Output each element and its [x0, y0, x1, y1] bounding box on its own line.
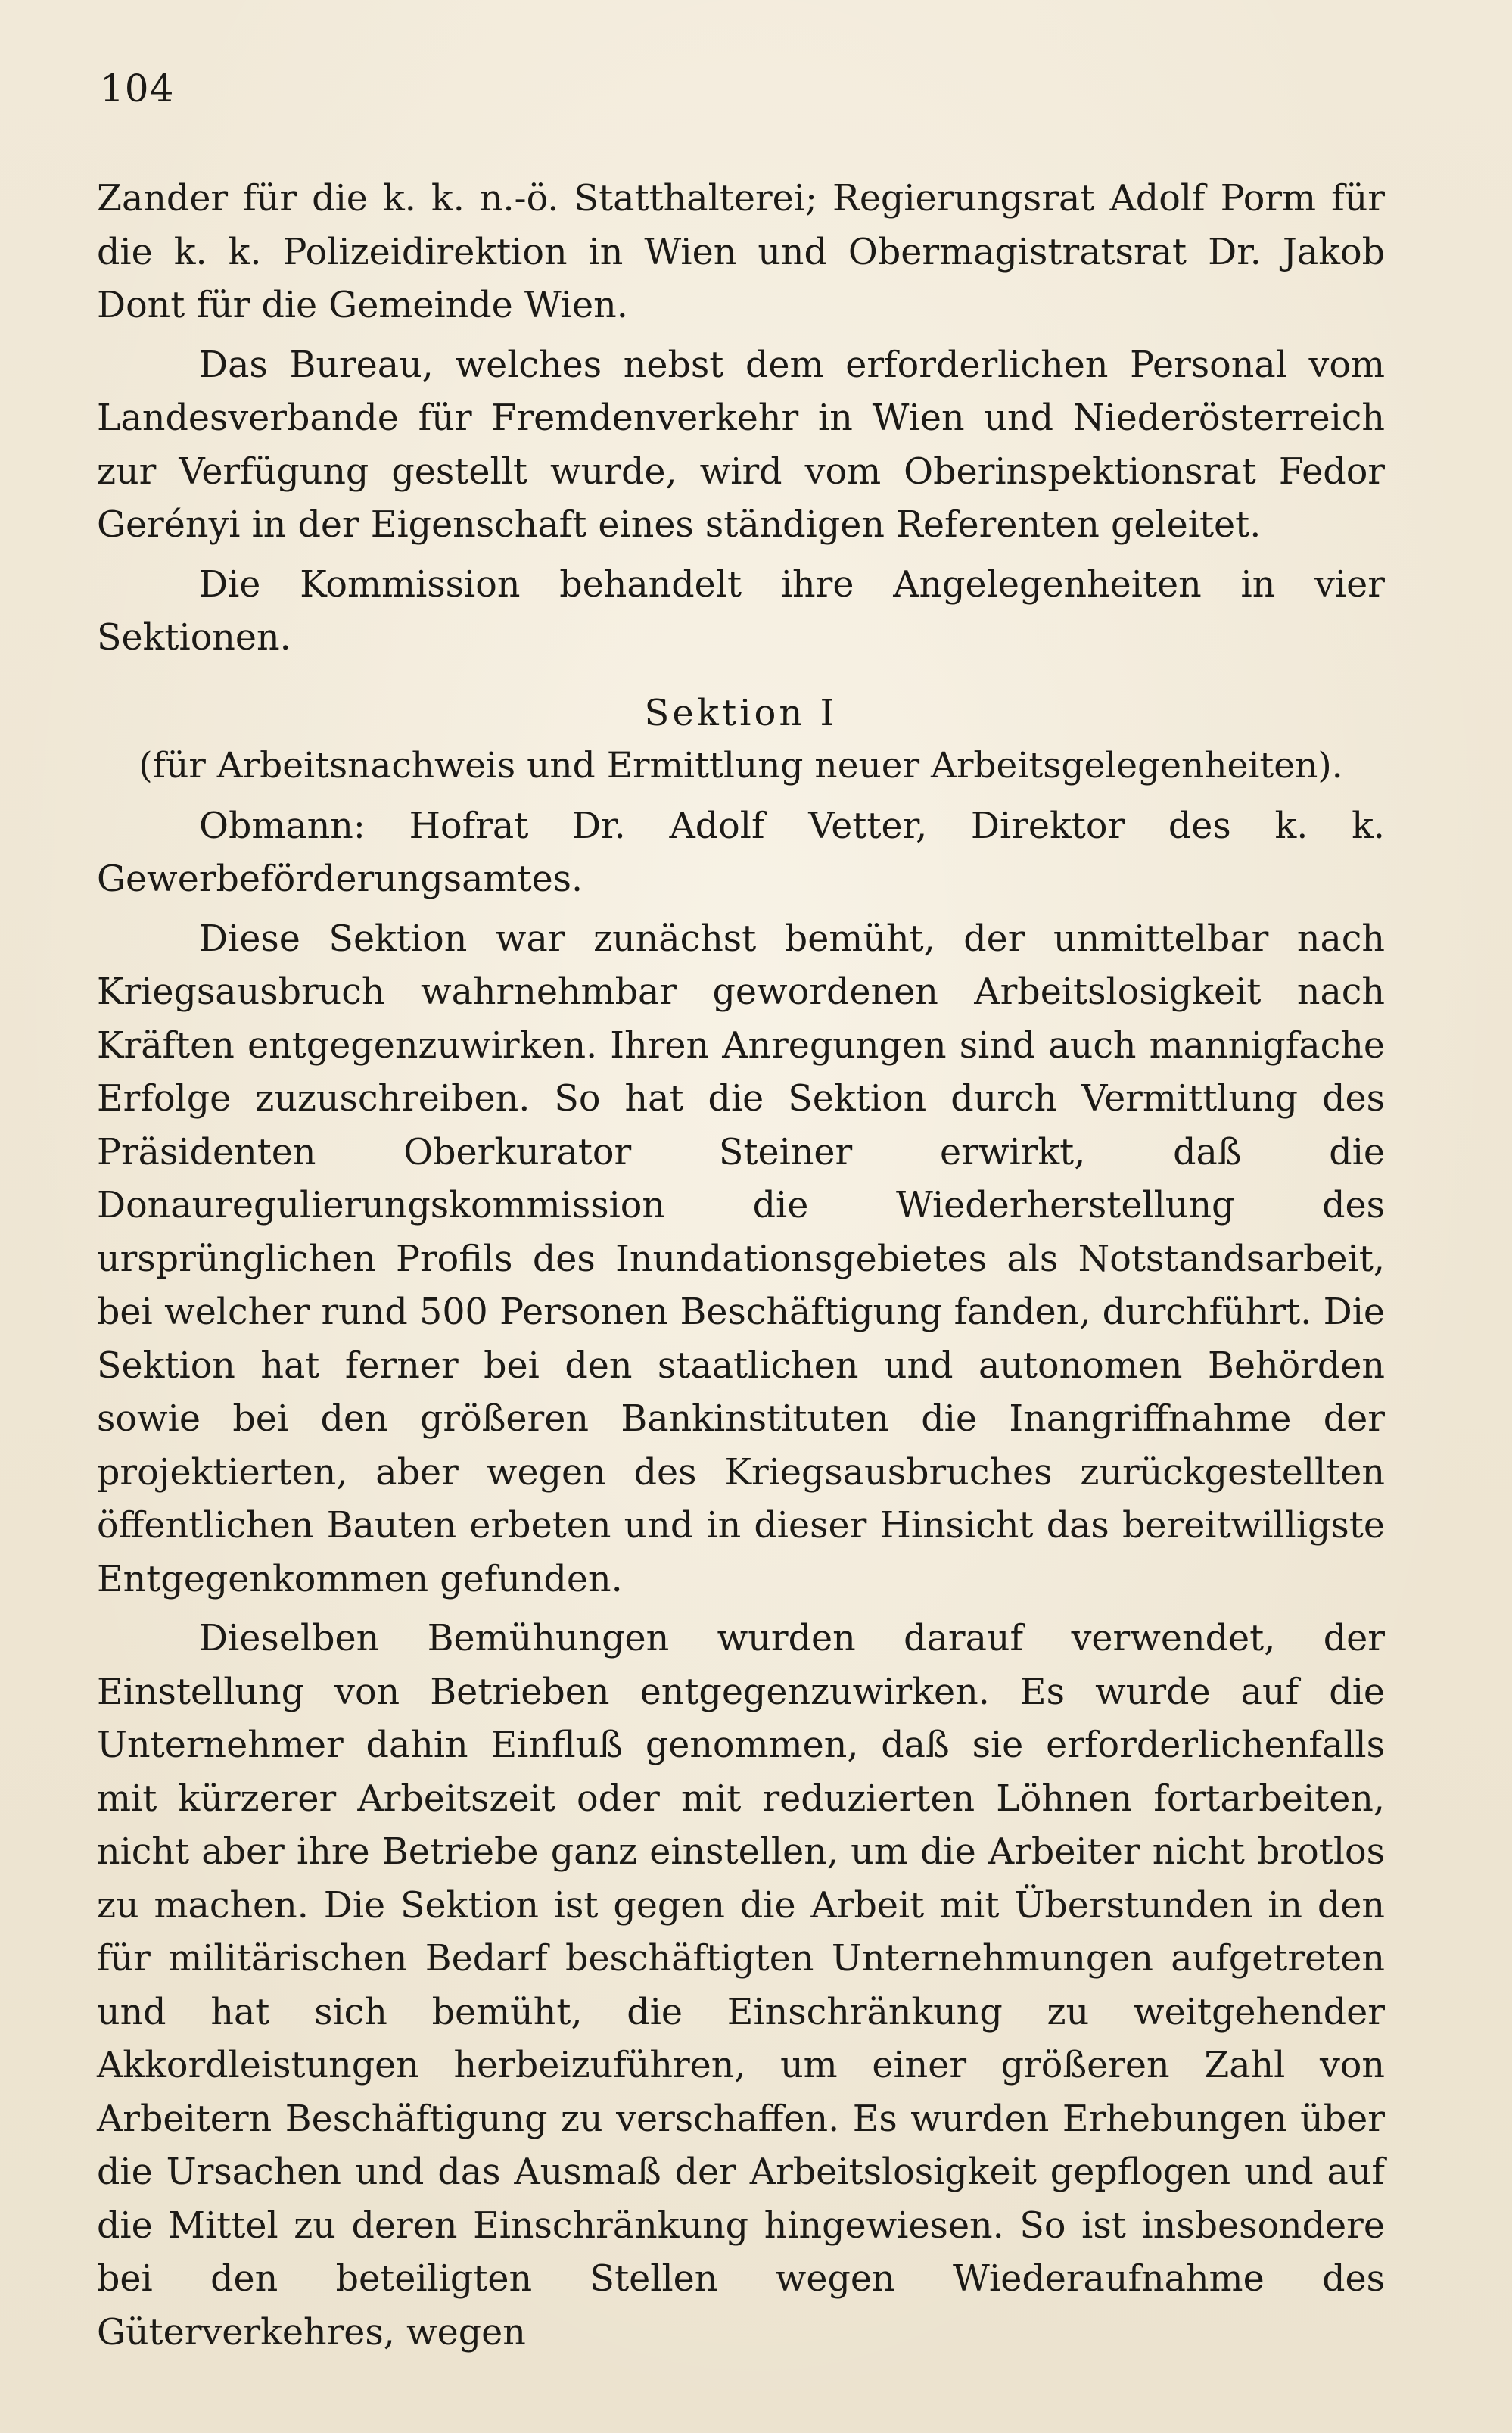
section-subheading: (für Arbeitsnachweis und Ermittlung neuer Arbeitsgelegenheiten). — [138, 744, 1343, 787]
paragraph-business-closures: Dieselben Bemühungen wurden darauf verwendet, der Einstellung von Betrieben entgegenzuwirken. Es wurde auf die Unternehmer dahin Einfluß genommen, daß sie erforderlichenfalls mit kürzerer Arbeitszeit oder mit reduzierten Löhnen fortarbeiten, nicht aber ihre Betriebe ganz einstellen, um die Arbeiter nicht brotlos zu machen. Die Sektion ist gegen die Arbeit mit Überstunden in den für militärischen Bedarf beschäftigten Unternehmungen aufgetreten und hat sich bemüht, die Einschränkung zu weitgehender Akkordleistungen herbeizuführen, um einer größeren Zahl von Arbeitern Beschäftigung zu verschaffen. Es wurden Erhebungen über die Ursachen und das Ausmaß der Arbeitslosigkeit gepflogen und auf die Mittel zu deren Einschränkung hingewiesen. So ist insbesondere bei den beteiligten Stellen wegen Wiederaufnahme des Güterverkehres, wegen — [97, 1618, 1385, 2354]
paragraph-commission-members: Zander für die k. k. n.-ö. Statthalterei; Regierungsrat Adolf Porm für die k. k. Polizeidirektion in Wien und Obermagistratsrat Dr. Jakob Dont für die Gemeinde Wien. — [97, 178, 1385, 326]
body-text — [97, 173, 1385, 2360]
paragraph-sections-intro: Die Kommission behandelt ihre Angelegenheiten in vier Sektionen. — [97, 563, 1385, 659]
paragraph-section-efforts: Diese Sektion war zunächst bemüht, der unmittelbar nach Kriegsausbruch wahrnehmbar gewordenen Arbeitslosigkeit nach Kräften entgegenzuwirken. Ihren Anregungen sind auch mannigfache Erfolge zuzuschreiben. So hat die Sektion durch Vermittlung des Präsidenten Oberkurator Steiner erwirkt, daß die Donauregulierungskommission die Wiederherstellung des ursprünglichen Profils des Inundationsgebietes als Notstandsarbeit, bei welcher rund 500 Personen Beschäftigung fanden, durchführt. Die Sektion hat ferner bei den staatlichen und autonomen Behörden sowie bei den größeren Bankinstituten die Inangriffnahme der projektierten, aber wegen des Kriegsausbruches zurückgestellten öffentlichen Bauten erbeten und in dieser Hinsicht das bereitwilligste Entgegenkommen gefunden. — [97, 917, 1385, 1600]
section-heading: Sektion I — [644, 691, 838, 734]
paragraph-bureau: Das Bureau, welches nebst dem erforderlichen Personal vom Landesverbande für Fremdenverkehr in Wien und Niederösterreich zur Verfügung gestellt wurde, wird vom Oberinspektionsrat Fedor Gerényi in der Eigenschaft eines ständigen Referenten geleitet. — [97, 344, 1385, 546]
page-number: 104 — [100, 67, 175, 111]
paragraph-chairman: Obmann: Hofrat Dr. Adolf Vetter, Direktor des k. k. Gewerbeförderungsamtes. — [97, 805, 1385, 900]
